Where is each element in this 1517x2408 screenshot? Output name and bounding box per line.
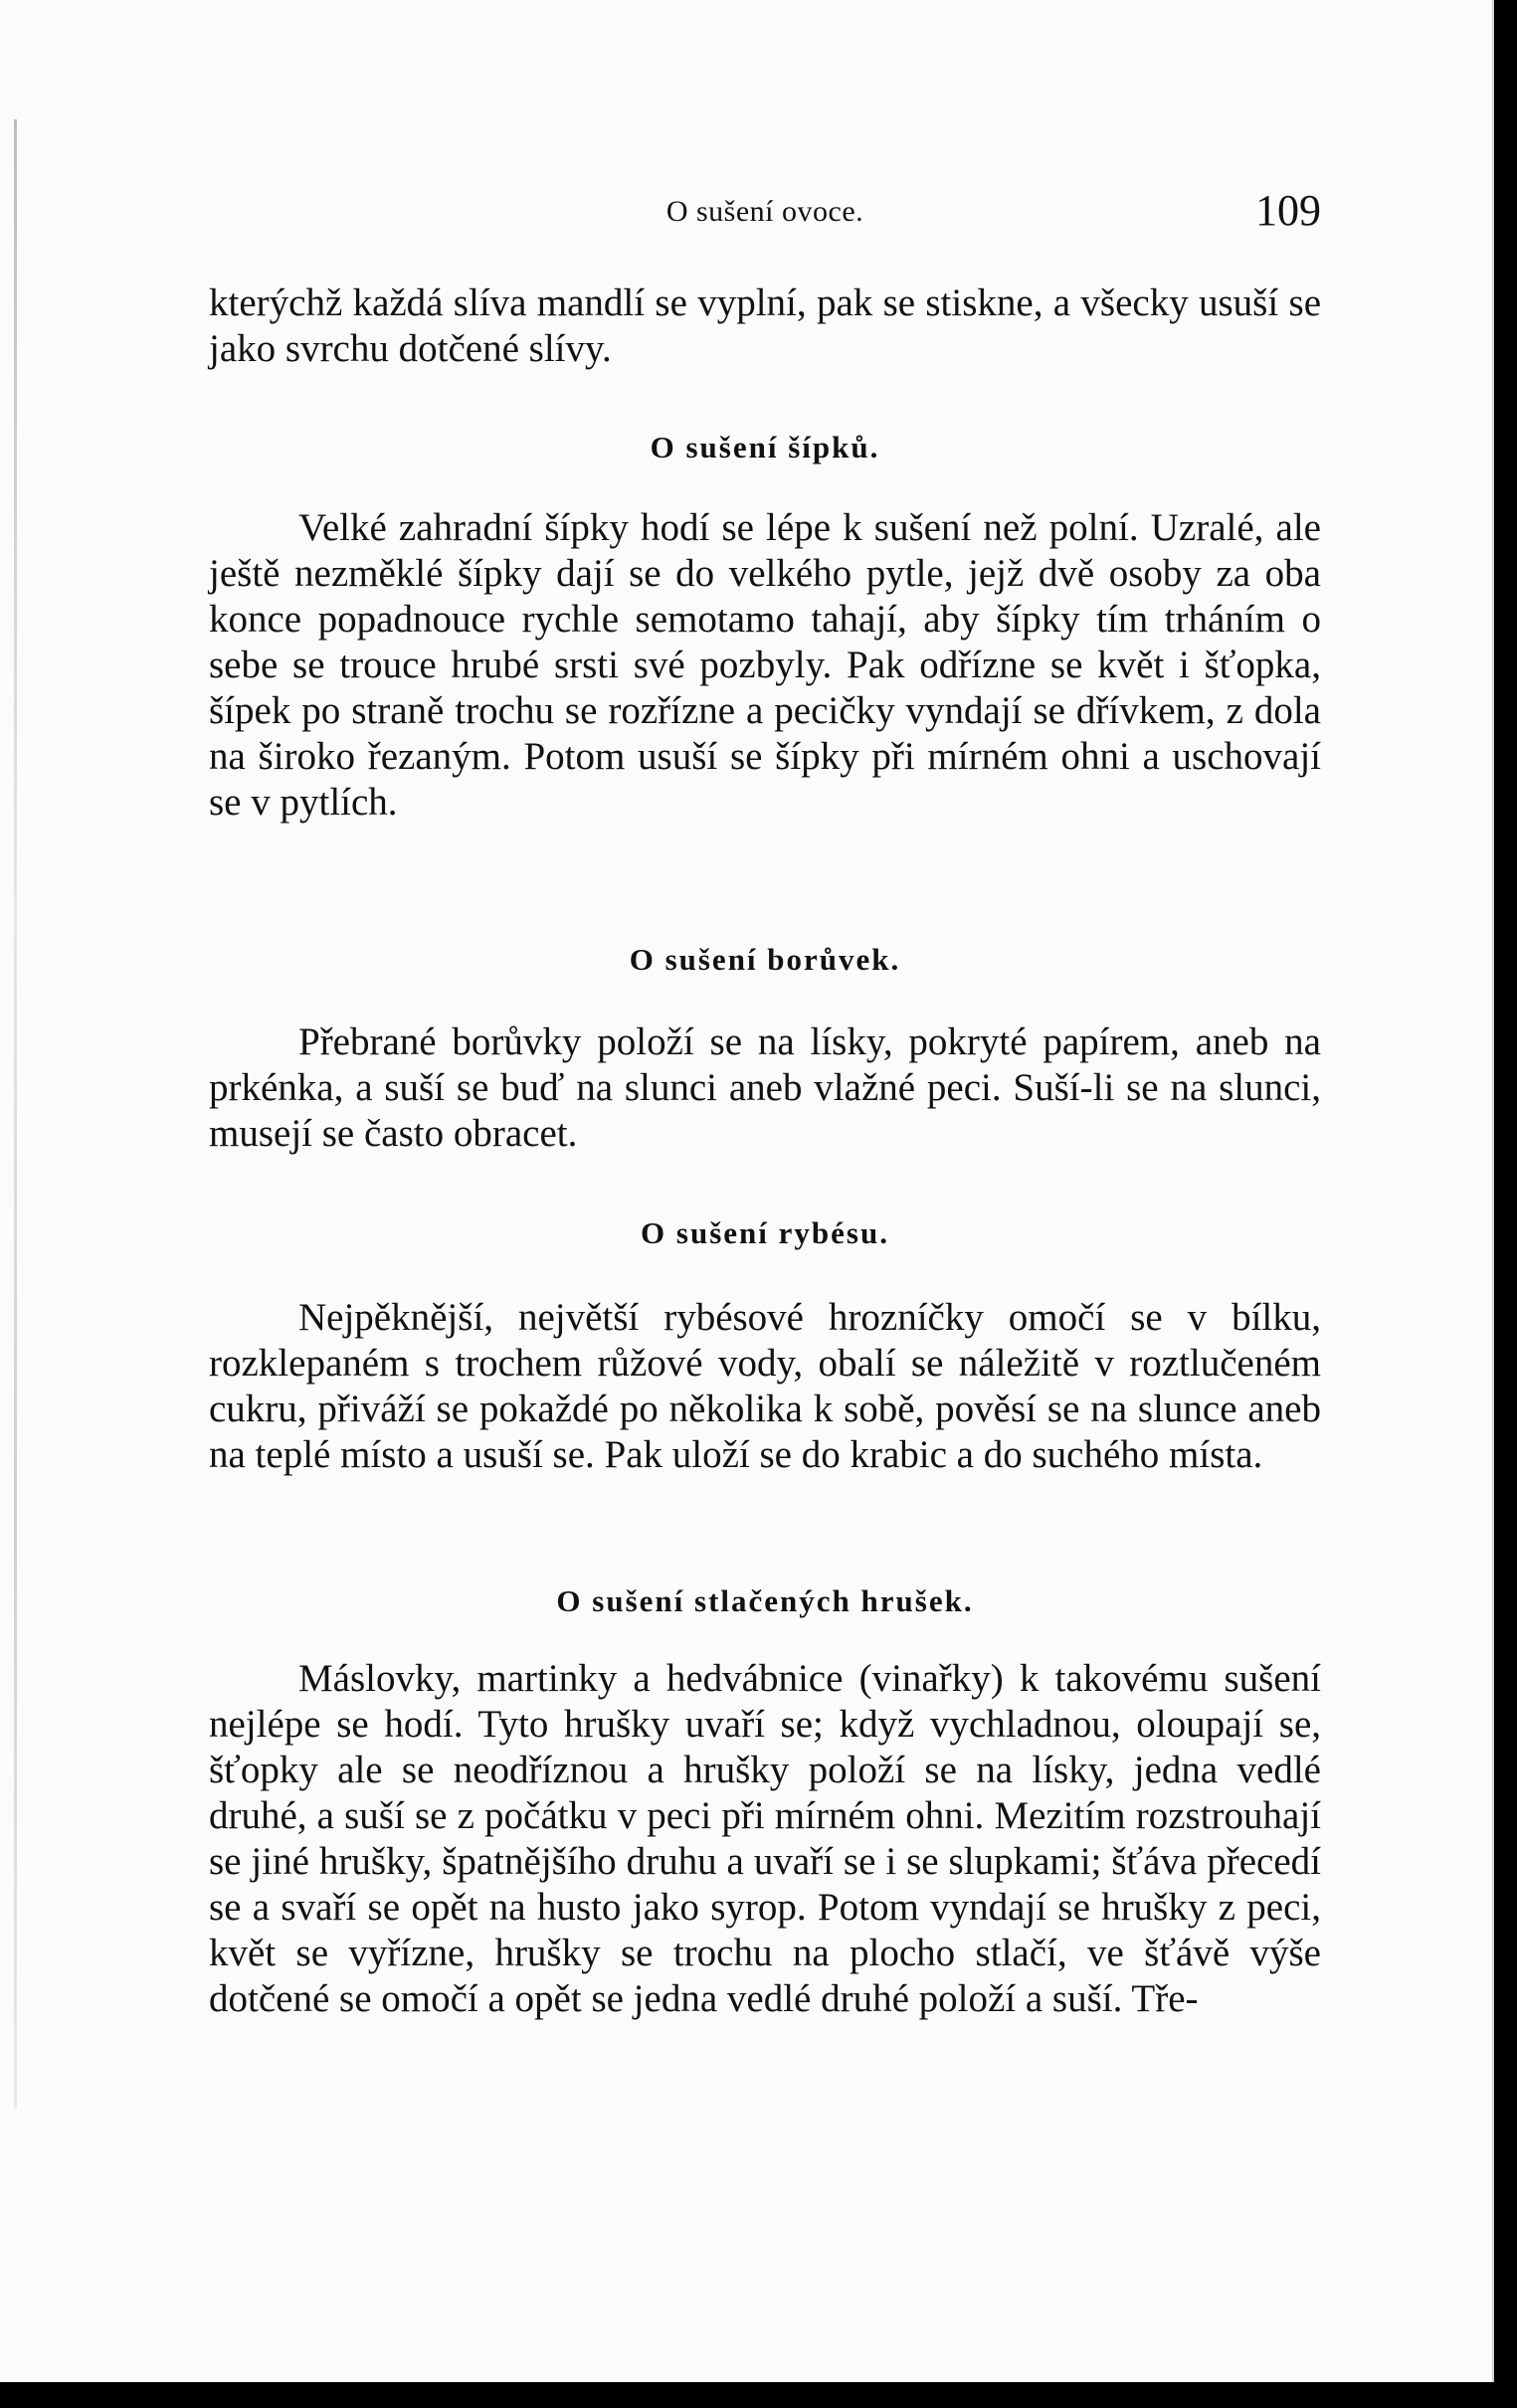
section-heading-sipky: O sušení šípků. <box>650 430 880 464</box>
section-heading-block-hrusky <box>209 1581 1321 1621</box>
section-paragraph-sipky: Velké zahradní šípky hodí se lépe k sušení než polní. Uzralé, ale ještě nezměklé šípky dají se do velkého pytle, jejž dvě osoby za oba konce popadnouce rychle semotamo tahají, aby šípky tím trháním o sebe se trouce hrubé srsti své pozbyly. Pak odřízne se květ i šťopka, šípek po straně trochu se rozřízne a pecičky vyndají se dřívkem, z dola na široko řezaným. Potom usuší se šípky při mírném ohni a uschovají se v pytlích. <box>209 506 1321 824</box>
running-title: O sušení ovoce. <box>665 195 864 228</box>
section-text-block-sipky <box>209 505 1321 826</box>
section-text-block-rybes <box>209 1295 1321 1478</box>
section-heading-hrusky: O sušení stlačených hrušek. <box>556 1583 974 1618</box>
section-paragraph-boruvky: Přebrané borůvky položí se na lísky, pokryté papírem, aneb na prkénka, a suší se buď na slunci aneb vlažné peci. Suší-li se na slunci, musejí se často obracet. <box>209 1020 1321 1155</box>
section-text-block-hrusky <box>209 1656 1321 2022</box>
running-head <box>209 185 1321 237</box>
continuation-paragraph-block <box>209 280 1321 372</box>
section-text-block-boruvky <box>209 1019 1321 1157</box>
page-number: 109 <box>1255 186 1321 235</box>
section-heading-block-boruvky <box>209 940 1321 980</box>
section-heading-rybes: O sušení rybésu. <box>641 1215 889 1250</box>
section-heading-boruvky: O sušení borůvek. <box>629 942 901 977</box>
binding-gutter <box>14 119 17 2109</box>
section-paragraph-hrusky: Máslovky, martinky a hedvábnice (vinařky) k takovému sušení nejlépe se hodí. Tyto hrušky uvaří se; když vychladnou, oloupají se, šťopky ale se neodříznou a hrušky položí se na lísky, jedna vedlé druhé, a suší se z počátku v peci při mírném ohni. Mezitím rozstrouhají se jiné hrušky, špatnějšího druhu a uvaří se i se slupkami; šťáva přecedí se a svaří se opět na husto jako syrop. Potom vyndají se hrušky z peci, květ se vyřízne, hrušky se trochu na plocho stlačí, ve šťávě výše dotčené se omočí a opět se jedna vedlé druhé položí a suší. Tře- <box>209 1657 1321 2020</box>
section-heading-block-rybes <box>209 1213 1321 1253</box>
section-heading-block-sipky <box>209 428 1321 467</box>
continuation-paragraph: kterýchž každá slíva mandlí se vyplní, pak se stiskne, a všecky usuší se jako svrchu dotčené slívy. <box>209 281 1321 370</box>
section-paragraph-rybes: Nejpěknější, největší rybésové hrozníčky omočí se v bílku, rozklepaném s trochem růžové vody, obalí se náležitě v roztlučeném cukru, přiváží se pokaždé po několika k sobě, pověsí se na slunce aneb na teplé místo a usuší se. Pak uloží se do krabic a do suchého místa. <box>209 1296 1321 1476</box>
